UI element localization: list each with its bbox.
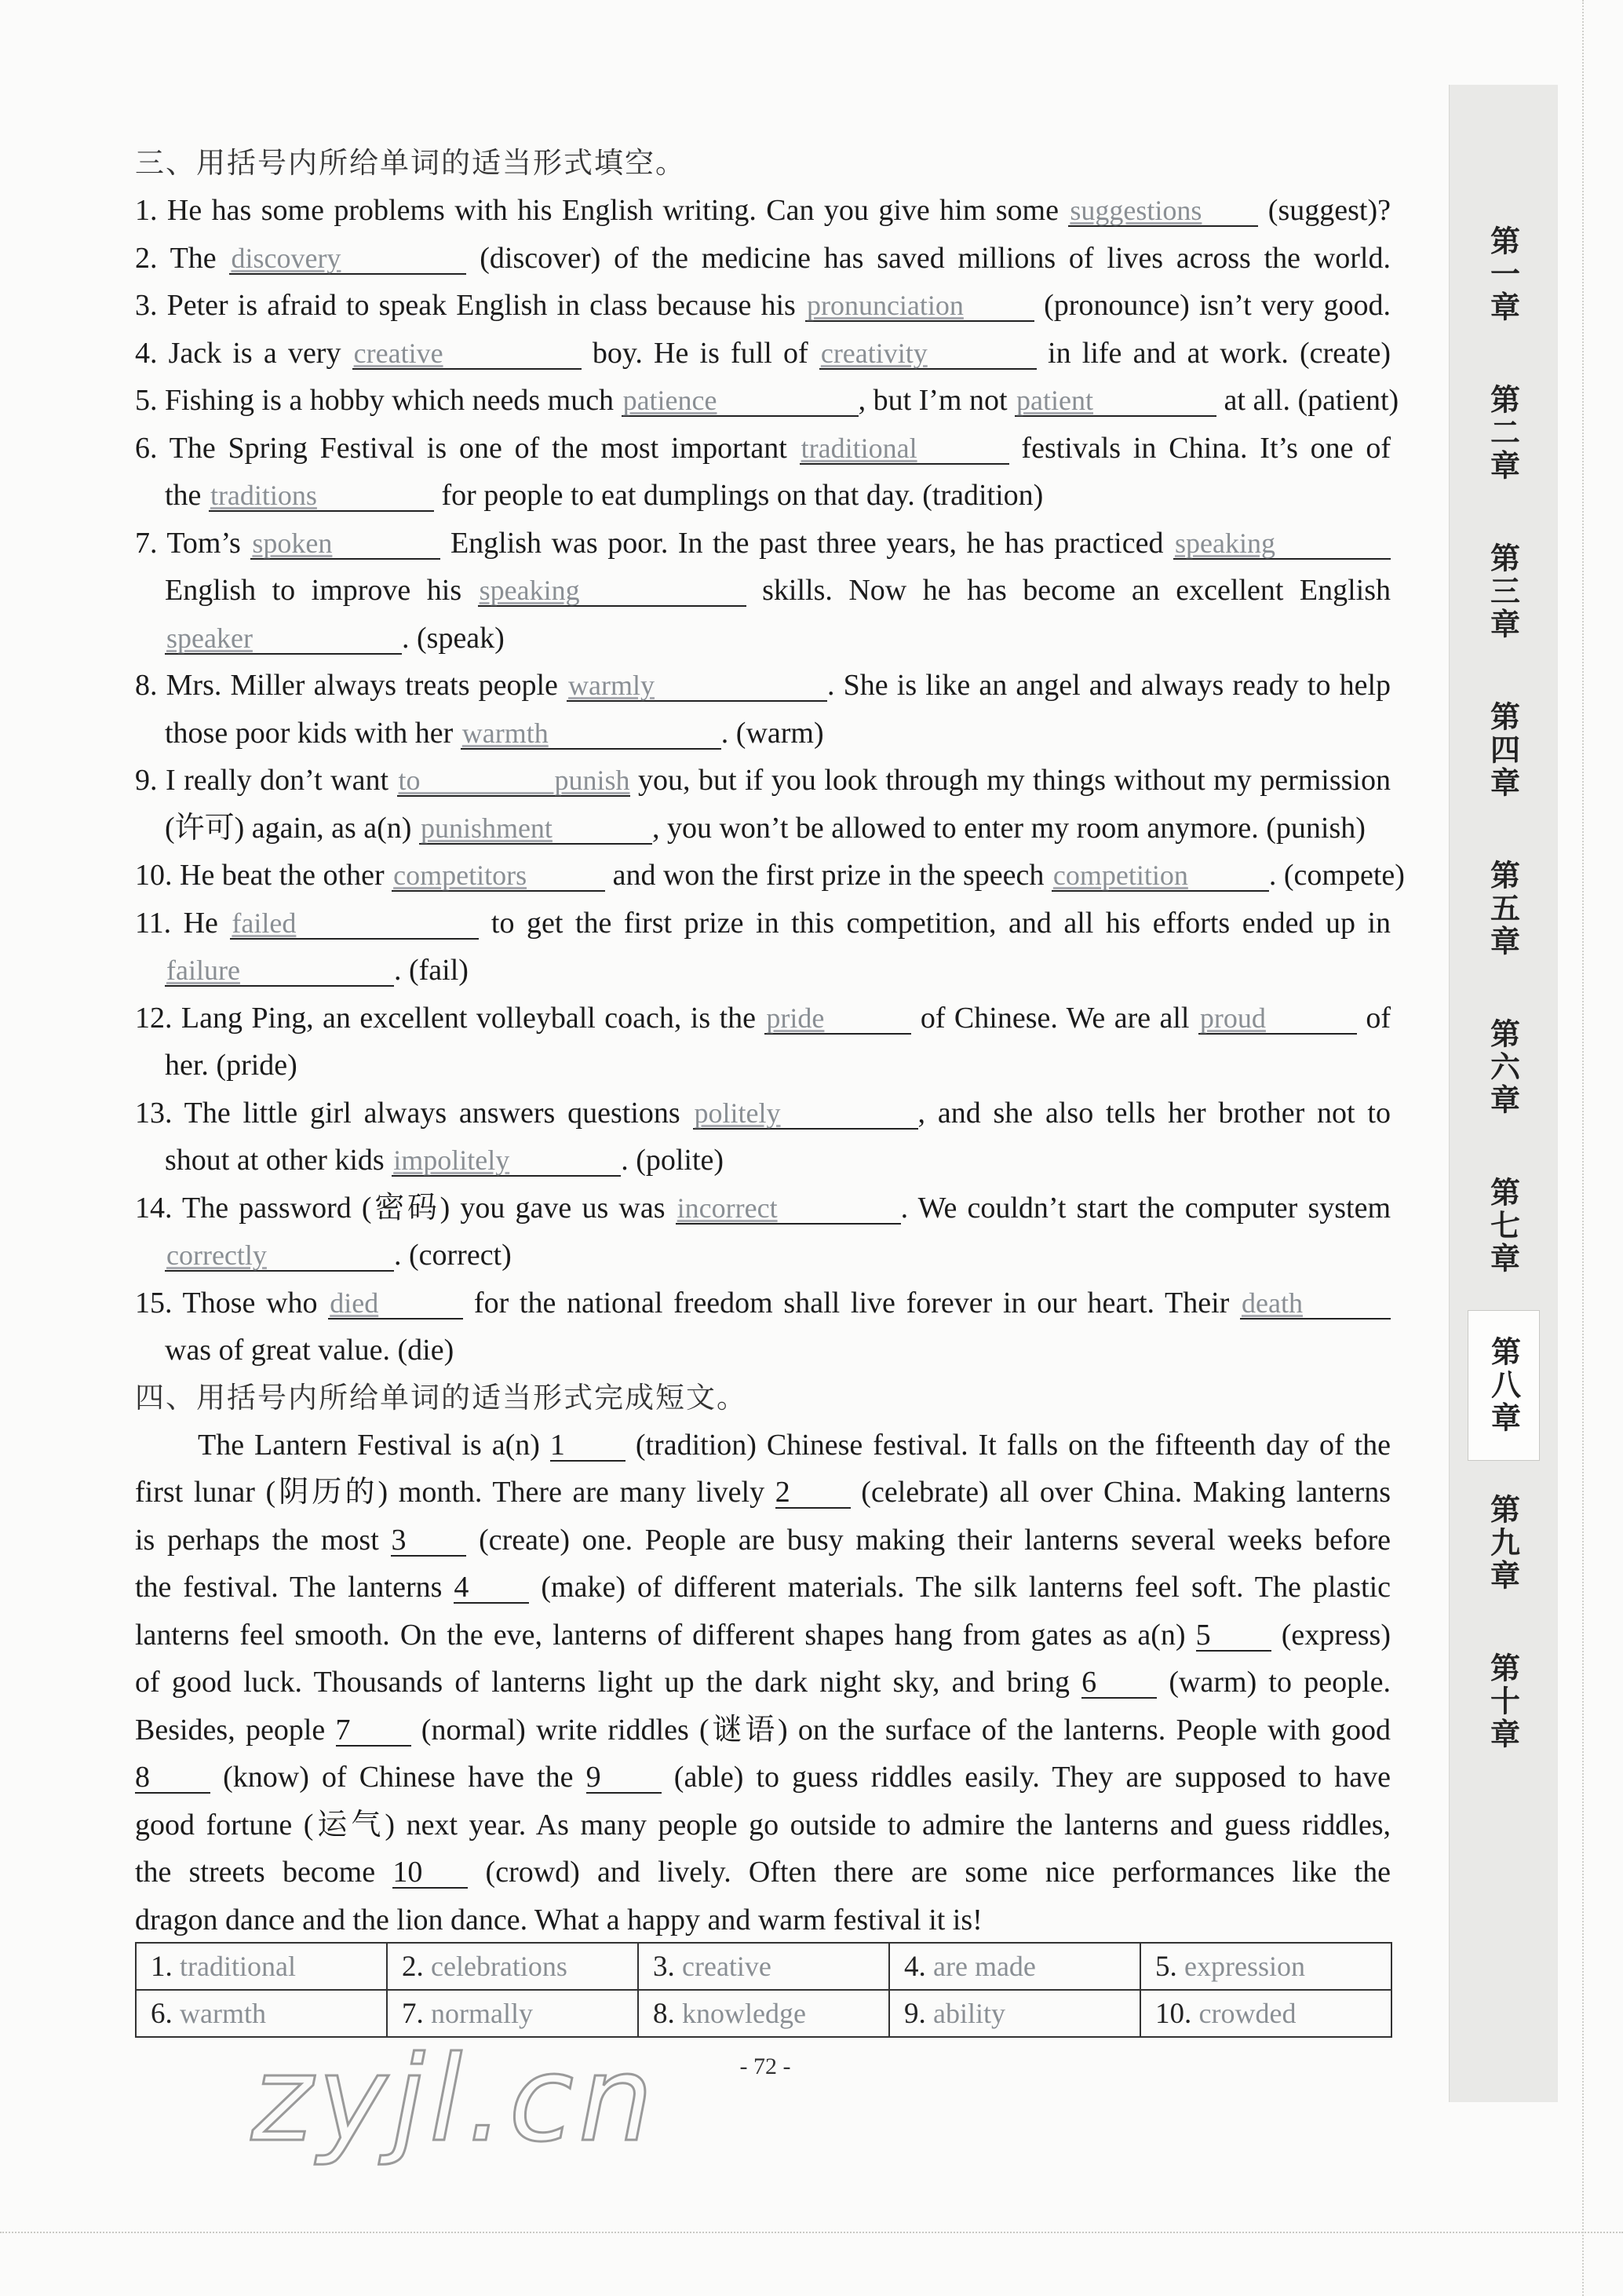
chapter-tab[interactable]: 第三章 [1485, 542, 1520, 641]
passage-text: the festival. The lanterns [135, 1571, 454, 1604]
handwritten-answer: suggestions [1070, 195, 1202, 226]
exercise-line [135, 1090, 1391, 1137]
exercise-line [135, 852, 1405, 900]
answer-blank [676, 1193, 901, 1225]
exercise-line [135, 567, 1391, 615]
passage-line [135, 1849, 1391, 1896]
answer-blank [693, 1098, 918, 1130]
numbered-blank: 8 [135, 1762, 210, 1794]
exercise-line [135, 1232, 1391, 1279]
exercise-text: (suggest)? [1258, 194, 1391, 227]
exercise-text: . She is like an angel and always ready to help [827, 669, 1391, 702]
exercise-line [135, 235, 1391, 283]
handwritten-answer: warmly [568, 670, 655, 701]
answer-cell [1140, 1943, 1391, 1990]
exercise-text: her. (pride) [165, 1049, 297, 1082]
answer-word: celebrations [431, 1950, 567, 1982]
passage-text: dragon dance and the lion dance. What a happy and warm festival it is! [135, 1903, 983, 1936]
exercise-text: the [165, 479, 209, 512]
chapter-tab[interactable]: 第八章 [1468, 1310, 1540, 1461]
answer-cell [889, 1990, 1140, 2037]
passage-line [135, 1754, 1391, 1801]
exercise-text: . (fail) [394, 954, 469, 987]
exercise-text: of Chinese. We are all [911, 1001, 1198, 1035]
section4-title: 四、用括号内所给单词的适当形式完成短文。 [135, 1380, 747, 1414]
handwritten-answer: politely [694, 1097, 781, 1129]
answer-blank [764, 1003, 911, 1035]
exercise-line [135, 615, 1391, 663]
chapter-tab[interactable]: 第十章 [1485, 1652, 1520, 1751]
answer-cell [387, 1943, 638, 1990]
passage-text: (express) [1271, 1618, 1391, 1652]
exercise-text: for people to eat dumplings on that day. (tradition) [433, 479, 1044, 512]
exercise-text: 3. Peter is afraid to speak English in class because his [135, 289, 805, 322]
exercise-text: to get the first prize in this competition, and all his efforts ended up in [479, 906, 1391, 940]
chapter-tab[interactable]: 第五章 [1485, 860, 1520, 958]
passage-text: (able) to guess riddles easily. They are supposed to have [661, 1761, 1391, 1794]
handwritten-answer: patience [622, 385, 717, 416]
handwritten-answer: speaking [479, 575, 580, 606]
answer-blank [397, 765, 630, 797]
passage-line [135, 1612, 1391, 1659]
handwritten-answer: spoken [252, 527, 333, 559]
passage-line [135, 1896, 1391, 1944]
answer-cell [136, 1943, 387, 1990]
exercise-text: 6. The Spring Festival is one of the most important [135, 431, 800, 465]
passage-text: (crowd) and lively. Often there are some nice performances like the [468, 1856, 1391, 1889]
exercise-text: you, but if you look through my things without my permission [629, 764, 1391, 797]
passage-text: lanterns feel smooth. On the eve, lanterns of different shapes hang from gates as a(n) [135, 1618, 1196, 1652]
exercise-text: 4. Jack is a very [135, 336, 352, 370]
page-edge-right [1582, 0, 1585, 2296]
exercise-text: and won the first prize in the speech [605, 859, 1052, 892]
exercise-line [135, 330, 1391, 378]
answer-word: traditional [180, 1950, 296, 1982]
exercise-line [135, 282, 1391, 330]
answer-blank [352, 338, 582, 370]
handwritten-answer: warmth [461, 717, 549, 749]
passage-text: is perhaps the most [135, 1523, 392, 1557]
passage-text: The Lantern Festival is a(n) [198, 1428, 550, 1462]
answer-cell [638, 1990, 889, 2037]
handwritten-answer: creative [353, 337, 443, 369]
answer-cell [1140, 1990, 1391, 2037]
answer-number: 3. [653, 1950, 682, 1983]
exercise-text: 14. The password (密码) you gave us was [135, 1191, 676, 1225]
chapter-tab[interactable]: 第二章 [1485, 384, 1520, 483]
passage-text: (normal) write riddles (谜语) on the surface of the lanterns. People with good [410, 1713, 1391, 1747]
exercise-text: (许可) again, as a(n) [165, 811, 419, 845]
answer-cell [387, 1990, 638, 2037]
chapter-tab[interactable]: 第九章 [1485, 1494, 1520, 1593]
exercise-line [135, 1042, 1391, 1090]
answer-blank [1052, 860, 1269, 892]
exercise-text: (pronounce) isn’t very good. [1034, 289, 1391, 322]
exercise-line [135, 1279, 1391, 1327]
section4-passage [135, 1422, 1391, 1944]
answer-blank [1240, 1288, 1391, 1320]
handwritten-answer: competitors [393, 860, 527, 891]
passage-text: of good luck. Thousands of lanterns light up the dark night sky, and bring [135, 1666, 1082, 1699]
handwritten-answer: competition [1052, 860, 1188, 891]
handwritten-answer: incorrect [677, 1192, 778, 1224]
exercise-text: . (polite) [621, 1144, 724, 1177]
answer-word: warmth [180, 1997, 266, 2029]
exercise-line [135, 1185, 1391, 1232]
answer-number: 6. [151, 1997, 180, 2030]
passage-line [135, 1801, 1391, 1849]
exercise-line [135, 425, 1391, 473]
numbered-blank: 3 [391, 1525, 466, 1557]
passage-line [135, 1517, 1391, 1564]
exercise-line [135, 472, 1391, 520]
passage-text: Besides, people [135, 1713, 336, 1747]
handwritten-answer: proud [1199, 1002, 1266, 1034]
answer-word: creative [682, 1950, 771, 1982]
answer-word: normally [431, 1997, 533, 2029]
answer-blank [1173, 528, 1391, 560]
answer-cell [136, 1990, 387, 2037]
passage-text: the streets become [135, 1856, 393, 1889]
exercise-text: 9. I really don’t want [135, 764, 397, 797]
numbered-blank: 6 [1081, 1667, 1157, 1699]
answer-blank [165, 623, 402, 655]
exercise-line [135, 377, 1399, 425]
passage-line [135, 1659, 1391, 1706]
exercise-text: 8. Mrs. Miller always treats people [135, 669, 567, 702]
exercise-text: . (correct) [394, 1239, 512, 1272]
passage-line [135, 1469, 1391, 1517]
answer-blank [800, 433, 1009, 465]
handwritten-answer: failed [232, 907, 297, 939]
chapter-tab[interactable]: 第一章 [1485, 225, 1520, 324]
answer-blank [230, 908, 479, 940]
exercise-line [135, 900, 1391, 947]
chapter-tab[interactable]: 第七章 [1485, 1177, 1520, 1276]
handwritten-answer: traditions [210, 480, 317, 511]
answer-word: crowded [1198, 1997, 1297, 2029]
answer-blank [805, 290, 1034, 322]
exercise-text: those poor kids with her [165, 716, 461, 750]
exercise-line [135, 662, 1391, 710]
exercise-text: in life and at work. (create) [1036, 336, 1391, 370]
passage-text: good fortune (运气) next year. As many people go outside to admire the lanterns and guess riddles, [135, 1808, 1391, 1842]
handwritten-answer: failure [166, 955, 240, 986]
watermark-logo: zyjl.cn [251, 2031, 658, 2168]
exercise-text: festivals in China. It’s one of [1008, 431, 1391, 465]
answer-number: 10. [1155, 1997, 1199, 2030]
exercise-text: 12. Lang Ping, an excellent volleyball coach, is the [135, 1001, 765, 1035]
passage-text: first lunar (阴历的) month. There are many lively [135, 1476, 775, 1509]
page-edge-bottom [0, 2232, 1623, 2235]
exercise-line [135, 1327, 1391, 1374]
answer-cell [889, 1943, 1140, 1990]
answer-number: 8. [653, 1997, 682, 2030]
exercise-line [135, 947, 1391, 995]
handwritten-answer: speaker [166, 622, 253, 654]
numbered-blank: 9 [586, 1762, 662, 1794]
answer-blank [461, 718, 721, 750]
answer-cell [638, 1943, 889, 1990]
exercise-text: for the national freedom shall live forever in our heart. Their [463, 1286, 1240, 1320]
chapter-tab[interactable]: 第四章 [1485, 701, 1520, 800]
exercise-text: skills. Now he has become an excellent English [746, 574, 1391, 607]
exercise-text: . (compete) [1268, 859, 1405, 892]
answer-number: 5. [1155, 1950, 1184, 1983]
answer-blank [478, 575, 746, 607]
answer-blank [165, 1240, 394, 1272]
exercise-text: 11. He [135, 906, 231, 940]
passage-line [135, 1706, 1391, 1754]
answer-blank [165, 955, 394, 987]
answer-number: 7. [402, 1997, 431, 2030]
numbered-blank: 1 [550, 1430, 625, 1462]
answer-word: expression [1184, 1950, 1305, 1982]
handwritten-answer: speaking [1175, 527, 1275, 559]
handwritten-answer: traditional [801, 432, 917, 464]
handwritten-answer: pride [766, 1002, 825, 1034]
exercise-line [135, 187, 1391, 235]
answer-number: 1. [151, 1950, 180, 1983]
answer-blank [209, 480, 434, 512]
answer-blank [567, 670, 827, 702]
handwritten-answer: pronunciation [806, 290, 964, 321]
answer-word: knowledge [682, 1997, 806, 2029]
answer-table [135, 1942, 1392, 2038]
section3-items [135, 187, 1405, 1374]
answer-blank [229, 243, 466, 275]
exercise-text: 1. He has some problems with his English writing. Can you give him some [135, 194, 1069, 227]
exercise-line [135, 805, 1391, 852]
numbered-blank: 5 [1196, 1620, 1271, 1652]
exercise-text: . We couldn’t start the computer system [900, 1191, 1391, 1225]
exercise-line [135, 520, 1391, 568]
answer-blank [392, 1145, 621, 1177]
exercise-line [135, 710, 1391, 757]
answer-blank [622, 385, 859, 417]
numbered-blank: 10 [392, 1857, 468, 1889]
handwritten-answer: discovery [231, 242, 341, 274]
handwritten-answer: death [1242, 1287, 1303, 1319]
passage-text: (create) one. People are busy making their lanterns several weeks before [466, 1523, 1391, 1557]
answer-blank [250, 528, 440, 560]
exercise-text: (discover) of the medicine has saved millions of lives across the world. [466, 241, 1391, 275]
numbered-blank: 4 [454, 1572, 529, 1604]
page-number: - 72 - [739, 2053, 791, 2079]
answer-blank [392, 860, 605, 892]
answer-row [136, 1990, 1391, 2037]
answer-word: are made [933, 1950, 1036, 1982]
answer-number: 4. [904, 1950, 933, 1983]
exercise-line [135, 757, 1391, 805]
section3-title: 三、用括号内所给单词的适当形式填空。 [135, 146, 686, 180]
passage-line [135, 1422, 1391, 1469]
handwritten-answer: died [330, 1287, 379, 1319]
exercise-content [135, 140, 1405, 1944]
exercise-text: shout at other kids [165, 1144, 392, 1177]
exercise-text: 5. Fishing is a hobby which needs much [135, 384, 622, 417]
handwritten-answer: creativity [820, 337, 928, 369]
answer-number: 9. [904, 1997, 933, 2030]
exercise-line [135, 995, 1391, 1042]
exercise-text: , but I’m not [858, 384, 1016, 417]
answer-blank [819, 338, 1037, 370]
exercise-text: English to improve his [165, 574, 478, 607]
exercise-text: 2. The [135, 241, 230, 275]
answer-blank [328, 1288, 463, 1320]
handwritten-answer: correctly [166, 1239, 267, 1271]
passage-text: (warm) to people. [1157, 1666, 1391, 1699]
handwritten-answer: punishment [420, 812, 553, 844]
exercise-text: 7. Tom’s [135, 526, 251, 560]
answer-blank [419, 813, 652, 845]
exercise-text: . (warm) [720, 716, 824, 750]
numbered-blank: 7 [336, 1715, 411, 1747]
exercise-text: . (speak) [402, 621, 505, 655]
passage-text: (know) of Chinese have the [210, 1761, 586, 1794]
exercise-text: was of great value. (die) [165, 1334, 454, 1367]
exercise-text: of [1356, 1001, 1391, 1035]
handwritten-answer: to punish [398, 765, 630, 796]
exercise-text: , and she also tells her brother not to [917, 1096, 1391, 1130]
answer-number: 2. [402, 1950, 431, 1983]
exercise-text: English was poor. In the past three years, he has practiced [440, 526, 1173, 560]
passage-text: (celebrate) all over China. Making lanterns [850, 1476, 1391, 1509]
answer-blank [1068, 195, 1258, 227]
exercise-text: 10. He beat the other [135, 859, 392, 892]
numbered-blank: 2 [775, 1477, 851, 1509]
answer-row [136, 1943, 1391, 1990]
exercise-line [135, 1137, 1391, 1185]
passage-text: (make) of different materials. The silk lanterns feel soft. The plastic [529, 1571, 1391, 1604]
exercise-text: , you won’t be allowed to enter my room anymore. (punish) [651, 811, 1366, 845]
passage-text: (tradition) Chinese festival. It falls on the fifteenth day of the [625, 1428, 1391, 1462]
answer-blank [1198, 1003, 1357, 1035]
exercise-text: 15. Those who [135, 1286, 329, 1320]
answer-word: ability [933, 1997, 1005, 2029]
handwritten-answer: impolitely [393, 1144, 510, 1176]
exercise-text: at all. (patient) [1216, 384, 1399, 417]
passage-line [135, 1564, 1391, 1612]
exercise-text: boy. He is full of [581, 336, 819, 370]
exercise-text: 13. The little girl always answers questions [135, 1096, 693, 1130]
chapter-tab[interactable]: 第六章 [1485, 1018, 1520, 1117]
handwritten-answer: patient [1016, 385, 1094, 416]
answer-blank [1015, 385, 1216, 417]
